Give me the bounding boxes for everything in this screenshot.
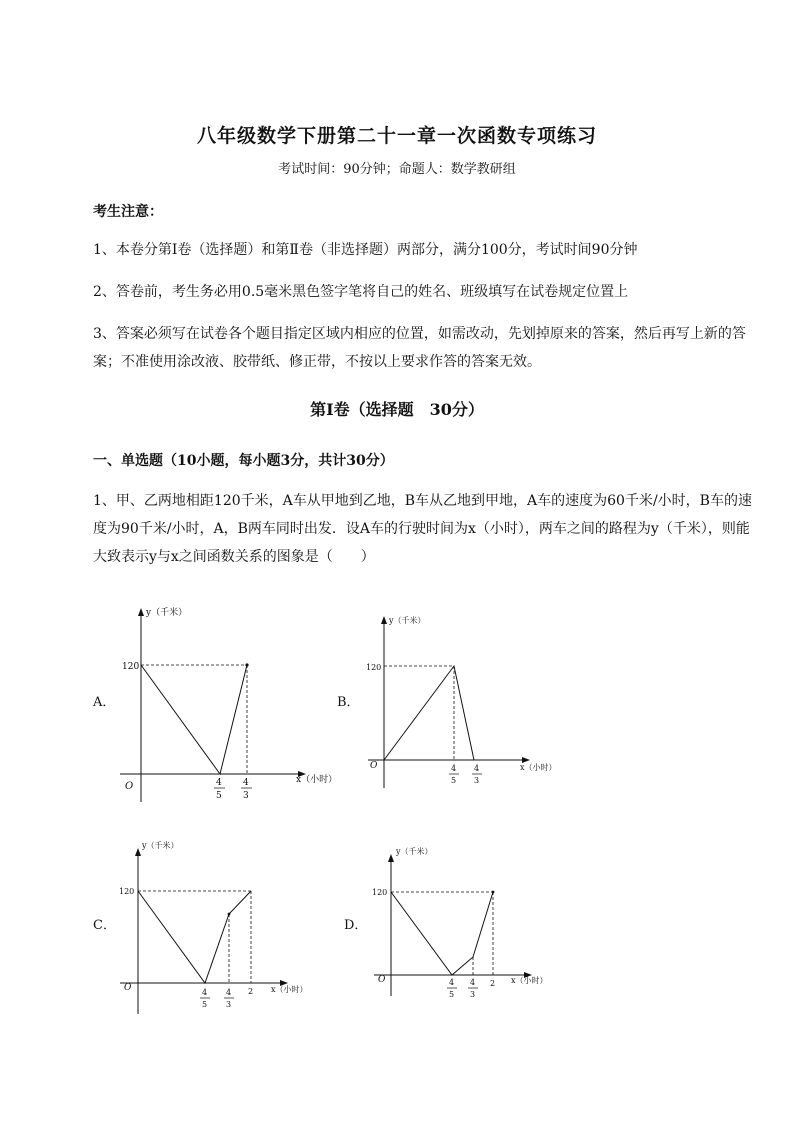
series-line	[391, 892, 493, 975]
x-axis-label: x（小时）	[271, 985, 308, 994]
y-tick-120: 120	[122, 662, 140, 672]
tick-num-2: 4	[470, 978, 476, 987]
tick-num-1: 4	[451, 764, 457, 773]
y-axis-arrow	[135, 848, 141, 856]
tick-num-2: 4	[474, 764, 480, 773]
data-point	[228, 913, 231, 916]
origin-label: O	[124, 983, 132, 993]
x-axis-label: x（小时）	[296, 775, 338, 785]
y-axis-label: y（千米）	[146, 608, 188, 618]
origin-label: O	[378, 975, 386, 985]
notice-item-3: 3、答案必须写在试卷各个题目指定区域内相应的位置，如需改动，先划掉原来的答案，然后再写上新的答案；不准使用涂改液、胶带纸、修正带，不按以上要求作答的答案无效。	[93, 326, 746, 370]
data-point	[492, 891, 495, 894]
option-d-label[interactable]: D．	[344, 918, 368, 933]
tick-den-1: 5	[202, 1000, 208, 1009]
tick-den-1: 5	[216, 791, 222, 801]
x-axis-label: x（小时）	[511, 976, 548, 985]
tick-den-1: 5	[449, 990, 455, 999]
y-tick-120: 120	[119, 887, 135, 896]
graph-b[interactable]	[360, 608, 560, 793]
series-line	[141, 665, 247, 774]
x-axis-label: x（小时）	[520, 763, 557, 772]
notice-item-2: 2、答卷前，考生务必用0.5毫米黑色签字笔将自己的姓名、班级填写在试卷规定位置上	[93, 284, 629, 300]
part-heading: 一、单选题（10小题，每小题3分，共计30分）	[93, 453, 394, 469]
tick-den-1: 5	[451, 776, 457, 785]
tick-den-2: 3	[226, 1000, 232, 1009]
y-tick-120: 120	[372, 888, 388, 897]
question-1-text: 1、甲、乙两地相距120千米，A车从甲地到乙地，B车从乙地到甲地，A车的速度为60千米/小时，B车的速度为90千米/小时，A，B两车同时出发．设A车的行驶时间为x（小时），两车之间的路程为y（千米），则能大致表示y与x之间函数关系的图象是（ ）	[93, 493, 752, 565]
section-title: 第Ⅰ卷（选择题 30分）	[310, 400, 484, 419]
tick-num-1: 4	[202, 988, 208, 997]
graph-a[interactable]	[110, 598, 340, 810]
tick-den-2: 3	[470, 990, 476, 999]
tick-num-2: 4	[243, 778, 249, 788]
option-b-label[interactable]: B．	[337, 695, 360, 710]
tick-two: 2	[490, 979, 496, 988]
data-point	[245, 663, 248, 666]
origin-label: O	[370, 761, 378, 771]
graph-c[interactable]	[110, 838, 310, 1018]
tick-num-2: 4	[226, 988, 232, 997]
tick-num-1: 4	[216, 778, 222, 788]
series-line	[384, 666, 474, 760]
y-axis-arrow	[138, 608, 144, 616]
notice-item-1: 1、本卷分第Ⅰ卷（选择题）和第Ⅱ卷（非选择题）两部分，满分100分，考试时间90分钟	[93, 242, 638, 258]
y-axis-label: y（千米）	[389, 616, 426, 625]
exam-info: 考试时间：90分钟；命题人：数学教研组	[278, 162, 516, 177]
page-title: 八年级数学下册第二十一章一次函数专项练习	[196, 125, 597, 147]
option-a-label[interactable]: A．	[93, 695, 116, 710]
tick-den-2: 3	[243, 791, 249, 801]
y-axis-arrow	[388, 854, 394, 862]
tick-num-1: 4	[449, 978, 455, 987]
y-axis-label: y（千米）	[142, 841, 179, 850]
y-tick-120: 120	[366, 663, 382, 672]
tick-two: 2	[248, 987, 254, 996]
series-line	[138, 891, 251, 983]
notice-heading: 考生注意：	[93, 204, 163, 220]
graph-d[interactable]	[366, 846, 566, 1006]
option-c-label[interactable]: C．	[93, 918, 116, 933]
tick-den-2: 3	[474, 776, 480, 785]
y-axis-arrow	[381, 616, 387, 624]
y-axis-label: y（千米）	[396, 847, 433, 856]
origin-label: O	[125, 781, 134, 792]
